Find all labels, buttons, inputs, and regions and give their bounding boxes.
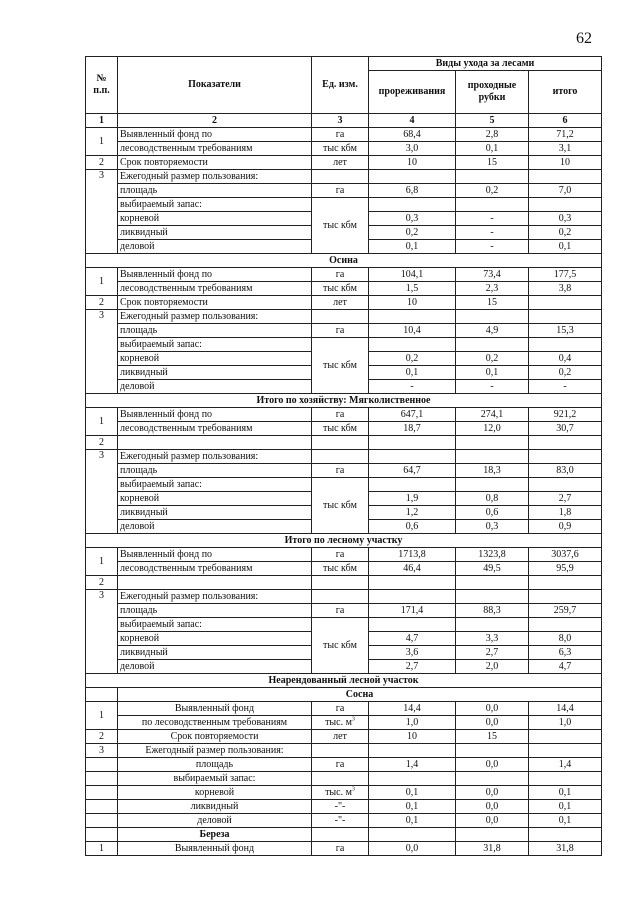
row-label: площадь: [118, 604, 312, 618]
row-label: Срок повторяемости: [118, 296, 312, 310]
table-row: [86, 744, 602, 758]
cell-value: 0,2: [529, 226, 602, 240]
cell-value: 71,2: [529, 128, 602, 142]
row-index: 3: [86, 744, 118, 758]
row-label: по лесоводственным требованиям: [118, 716, 312, 730]
table-row: [86, 590, 602, 604]
table-row: [86, 618, 602, 632]
row-unit: [312, 786, 369, 800]
cell-value: 15: [456, 156, 529, 170]
cell-value: 2,3: [456, 282, 529, 296]
table-row: [86, 800, 602, 814]
row-unit: га: [312, 604, 369, 618]
cell-value: 171,4: [369, 604, 456, 618]
row-index: 2: [86, 156, 118, 170]
cell-value: 177,5: [529, 268, 602, 282]
table-row: [86, 436, 602, 450]
row-label: Выявленный фонд по: [118, 268, 312, 282]
cell-value: 0,1: [529, 786, 602, 800]
cell-value: 0,3: [369, 212, 456, 226]
cell-value: 3037,6: [529, 548, 602, 562]
row-unit: га: [312, 408, 369, 422]
cell-value: 68,4: [369, 128, 456, 142]
cell-value: 10: [369, 296, 456, 310]
row-unit: тыс кбм: [312, 142, 369, 156]
cell-value: 14,4: [529, 702, 602, 716]
header-group-title: Виды ухода за лесами: [369, 57, 602, 71]
table-row: [86, 786, 602, 800]
table-row: [86, 184, 602, 198]
cell-value: 10: [529, 156, 602, 170]
table-row: [86, 408, 602, 422]
cell-value: 88,3: [456, 604, 529, 618]
row-label: корневой: [118, 212, 312, 226]
cell-value: 3,3: [456, 632, 529, 646]
row-label: деловой: [118, 240, 312, 254]
row-label: ликвидный: [118, 506, 312, 520]
row-index: 2: [86, 436, 118, 450]
row-label: выбираемый запас:: [118, 338, 312, 352]
cell-value: 0,1: [369, 800, 456, 814]
table-row: [86, 716, 602, 730]
cell-value: -: [456, 212, 529, 226]
cell-value: 0,1: [529, 814, 602, 828]
cell-value: 0,9: [529, 520, 602, 534]
cell-value: 1,8: [529, 506, 602, 520]
header-total: итого: [529, 71, 602, 114]
table-row: [86, 156, 602, 170]
cell-value: 12,0: [456, 422, 529, 436]
table-row: [86, 576, 602, 590]
cell-value: 2,7: [529, 492, 602, 506]
table-row: [86, 702, 602, 716]
row-unit: га: [312, 758, 369, 772]
cell-value: 1713,8: [369, 548, 456, 562]
row-label: площадь: [118, 324, 312, 338]
unit-text: тыс. м: [325, 716, 352, 728]
section-title: Итого по хозяйству: Мягколиственное: [86, 394, 602, 408]
row-unit: тыс кбм: [312, 198, 369, 254]
cell-value: 1,4: [529, 758, 602, 772]
row-label: корневой: [118, 492, 312, 506]
cell-value: 0,0: [456, 758, 529, 772]
row-unit: тыс кбм: [312, 338, 369, 394]
row-unit: тыс кбм: [312, 478, 369, 534]
cell-value: 49,5: [456, 562, 529, 576]
cell-value: 8,0: [529, 632, 602, 646]
cell-value: 1,5: [369, 282, 456, 296]
row-index: 1: [86, 408, 118, 436]
section-title: Итого по лесному участку: [86, 534, 602, 548]
col-number: 2: [118, 114, 312, 128]
subsection-row: [86, 688, 602, 702]
row-label: Ежегодный размер пользования:: [118, 590, 312, 604]
cell-value: 14,4: [369, 702, 456, 716]
header-passage: проходные рубки: [456, 71, 529, 114]
col-number: 1: [86, 114, 118, 128]
cell-value: 274,1: [456, 408, 529, 422]
section-row: [86, 534, 602, 548]
cell-value: -: [369, 380, 456, 394]
row-index: 3: [86, 450, 118, 534]
cell-value: 0,2: [369, 352, 456, 366]
cell-value: 3,1: [529, 142, 602, 156]
cell-value: 10: [369, 730, 456, 744]
column-number-row: [86, 114, 602, 128]
row-unit: га: [312, 128, 369, 142]
cell-value: 0,3: [456, 520, 529, 534]
row-unit: тыс кбм: [312, 618, 369, 674]
row-label: Выявленный фонд: [118, 842, 312, 856]
subsection-row: [86, 828, 602, 842]
table-row: [86, 324, 602, 338]
cell-value: 15: [456, 730, 529, 744]
row-index: 3: [86, 170, 118, 254]
section-title: Неарендованный лесной участок: [86, 674, 602, 688]
row-label: площадь: [118, 464, 312, 478]
cell-value: 4,7: [369, 632, 456, 646]
table-row: [86, 548, 602, 562]
cell-value: 95,9: [529, 562, 602, 576]
cell-value: 73,4: [456, 268, 529, 282]
row-label: корневой: [118, 786, 312, 800]
row-label: лесоводственным требованиям: [118, 562, 312, 576]
table-row: [86, 128, 602, 142]
row-index: 1: [86, 268, 118, 296]
cell-value: 0,0: [456, 786, 529, 800]
row-unit: тыс кбм: [312, 422, 369, 436]
cell-value: 0,0: [456, 800, 529, 814]
header-indicator: Показатели: [118, 57, 312, 114]
row-label: Выявленный фонд по: [118, 408, 312, 422]
cell-value: 921,2: [529, 408, 602, 422]
unit-superscript: 3: [351, 786, 355, 793]
table-row: [86, 450, 602, 464]
header-n: № п.п.: [86, 57, 118, 114]
cell-value: 1323,8: [456, 548, 529, 562]
cell-value: 3,0: [369, 142, 456, 156]
table-row: [86, 310, 602, 324]
cell-value: 10: [369, 156, 456, 170]
cell-value: 0,8: [456, 492, 529, 506]
col-number: 4: [369, 114, 456, 128]
header-row: [86, 57, 602, 71]
row-unit: лет: [312, 156, 369, 170]
row-label: лесоводственным требованиям: [118, 142, 312, 156]
cell-value: -: [456, 226, 529, 240]
cell-value: 0,3: [529, 212, 602, 226]
cell-value: 6,8: [369, 184, 456, 198]
cell-value: 647,1: [369, 408, 456, 422]
row-label: Срок повторяемости: [118, 156, 312, 170]
cell-value: 0,2: [456, 352, 529, 366]
cell-value: 1,2: [369, 506, 456, 520]
row-unit: [312, 716, 369, 730]
table-row: [86, 296, 602, 310]
col-number: 6: [529, 114, 602, 128]
table-row: [86, 562, 602, 576]
row-label: выбираемый запас:: [118, 478, 312, 492]
cell-value: 18,3: [456, 464, 529, 478]
cell-value: 15,3: [529, 324, 602, 338]
row-label: Выявленный фонд по: [118, 128, 312, 142]
cell-value: 31,8: [456, 842, 529, 856]
row-label: выбираемый запас:: [118, 618, 312, 632]
row-label: Выявленный фонд: [118, 702, 312, 716]
row-index: 2: [86, 730, 118, 744]
row-index: 1: [86, 548, 118, 576]
cell-value: -: [456, 380, 529, 394]
row-unit: га: [312, 842, 369, 856]
row-unit: -"-: [312, 800, 369, 814]
row-label: выбираемый запас:: [118, 772, 312, 786]
col-number: 5: [456, 114, 529, 128]
row-unit: га: [312, 268, 369, 282]
forest-care-table: [85, 56, 602, 856]
table-row: [86, 772, 602, 786]
table-row: [86, 814, 602, 828]
cell-value: 1,0: [529, 716, 602, 730]
table-row: [86, 730, 602, 744]
row-index: 2: [86, 576, 118, 590]
cell-value: 15: [456, 296, 529, 310]
cell-value: 83,0: [529, 464, 602, 478]
cell-value: [529, 296, 602, 310]
row-label: ликвидный: [118, 800, 312, 814]
cell-value: [529, 730, 602, 744]
cell-value: 0,0: [456, 814, 529, 828]
row-label: ликвидный: [118, 226, 312, 240]
header-unit: Ед. изм.: [312, 57, 369, 114]
row-label: Ежегодный размер пользования:: [118, 310, 312, 324]
row-unit: тыс кбм: [312, 562, 369, 576]
cell-value: 1,4: [369, 758, 456, 772]
section-row: [86, 254, 602, 268]
subsection-title: Сосна: [118, 688, 602, 702]
subsection-title: Береза: [118, 828, 312, 842]
cell-value: 2,7: [456, 646, 529, 660]
row-label: выбираемый запас:: [118, 198, 312, 212]
table-row: [86, 758, 602, 772]
cell-value: 1,0: [369, 716, 456, 730]
row-label: площадь: [118, 184, 312, 198]
row-unit: лет: [312, 296, 369, 310]
cell-value: -: [529, 380, 602, 394]
page-number: 62: [576, 30, 592, 47]
row-label: Ежегодный размер пользования:: [118, 170, 312, 184]
row-label: лесоводственным требованиям: [118, 422, 312, 436]
header-thinning: прореживания: [369, 71, 456, 114]
cell-value: 31,8: [529, 842, 602, 856]
cell-value: 4,7: [529, 660, 602, 674]
cell-value: 0,1: [369, 814, 456, 828]
row-unit: га: [312, 464, 369, 478]
table-row: [86, 170, 602, 184]
cell-value: 2,0: [456, 660, 529, 674]
row-index: 1: [86, 128, 118, 156]
row-unit: га: [312, 184, 369, 198]
row-label: деловой: [118, 814, 312, 828]
cell-value: 4,9: [456, 324, 529, 338]
cell-value: 6,3: [529, 646, 602, 660]
row-label: корневой: [118, 632, 312, 646]
row-label: деловой: [118, 660, 312, 674]
table-row: [86, 142, 602, 156]
cell-value: 0,1: [369, 786, 456, 800]
row-label: Ежегодный размер пользования:: [118, 744, 312, 758]
unit-text: тыс. м: [325, 786, 352, 798]
cell-value: 0,0: [456, 702, 529, 716]
table-row: [86, 464, 602, 478]
cell-value: 0,4: [529, 352, 602, 366]
table-row: [86, 422, 602, 436]
cell-value: 0,1: [529, 240, 602, 254]
row-label: деловой: [118, 380, 312, 394]
cell-value: 0,2: [456, 184, 529, 198]
row-unit: га: [312, 548, 369, 562]
table-row: [86, 842, 602, 856]
row-unit: га: [312, 702, 369, 716]
row-label: Выявленный фонд по: [118, 548, 312, 562]
cell-value: 18,7: [369, 422, 456, 436]
cell-value: 0,1: [529, 800, 602, 814]
row-label: лесоводственным требованиям: [118, 282, 312, 296]
row-label: ликвидный: [118, 366, 312, 380]
cell-value: 64,7: [369, 464, 456, 478]
row-unit: тыс кбм: [312, 282, 369, 296]
cell-value: 0,1: [369, 366, 456, 380]
section-row: [86, 674, 602, 688]
cell-value: 1,9: [369, 492, 456, 506]
cell-value: 259,7: [529, 604, 602, 618]
cell-value: 3,6: [369, 646, 456, 660]
row-index: 2: [86, 296, 118, 310]
cell-value: 7,0: [529, 184, 602, 198]
row-unit: га: [312, 324, 369, 338]
cell-value: 10,4: [369, 324, 456, 338]
cell-value: 3,8: [529, 282, 602, 296]
row-unit: -"-: [312, 814, 369, 828]
cell-value: 0,0: [456, 716, 529, 730]
row-label: площадь: [118, 758, 312, 772]
cell-value: 0,6: [456, 506, 529, 520]
row-label: корневой: [118, 352, 312, 366]
col-number: 3: [312, 114, 369, 128]
table-row: [86, 282, 602, 296]
table-row: [86, 198, 602, 212]
cell-value: 0,6: [369, 520, 456, 534]
section-row: [86, 394, 602, 408]
cell-value: 0,0: [369, 842, 456, 856]
row-index: 1: [86, 702, 118, 730]
table-row: [86, 268, 602, 282]
cell-value: 2,8: [456, 128, 529, 142]
row-label: деловой: [118, 520, 312, 534]
cell-value: -: [456, 240, 529, 254]
cell-value: 0,2: [529, 366, 602, 380]
cell-value: 2,7: [369, 660, 456, 674]
row-index: 3: [86, 310, 118, 394]
table-row: [86, 338, 602, 352]
section-title: Осина: [86, 254, 602, 268]
cell-value: 0,2: [369, 226, 456, 240]
cell-value: 0,1: [456, 366, 529, 380]
table-row: [86, 478, 602, 492]
cell-value: 0,1: [456, 142, 529, 156]
row-label: Ежегодный размер пользования:: [118, 450, 312, 464]
row-label: ликвидный: [118, 646, 312, 660]
cell-value: 46,4: [369, 562, 456, 576]
unit-superscript: 3: [351, 716, 355, 723]
row-label: Срок повторяемости: [118, 730, 312, 744]
table-row: [86, 604, 602, 618]
cell-value: 104,1: [369, 268, 456, 282]
cell-value: 30,7: [529, 422, 602, 436]
cell-value: 0,1: [369, 240, 456, 254]
row-index: 1: [86, 842, 118, 856]
row-unit: лет: [312, 730, 369, 744]
row-index: 3: [86, 590, 118, 674]
